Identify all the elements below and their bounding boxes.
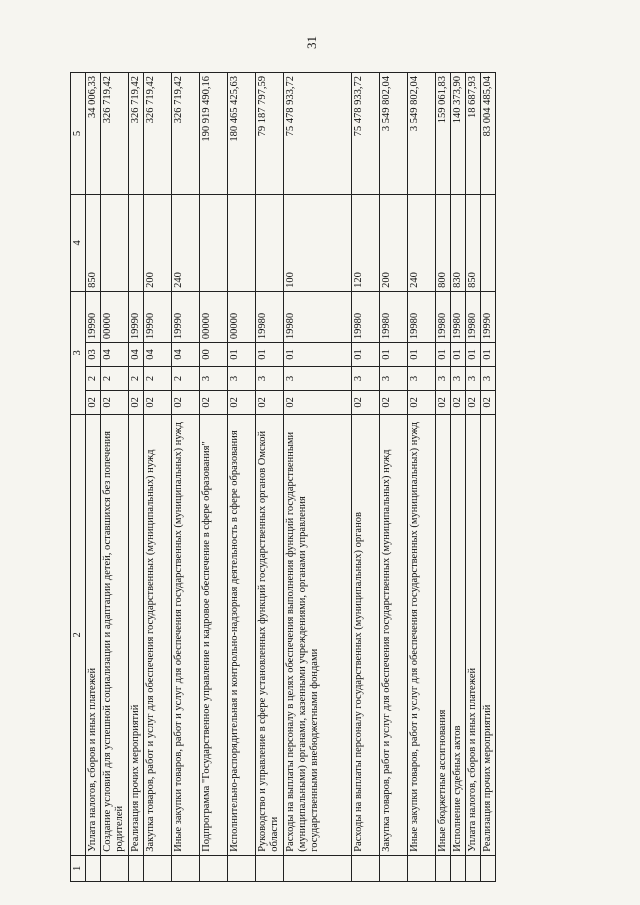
row-code-program: 02	[284, 390, 352, 414]
row-code-subprogram: 2	[101, 367, 129, 391]
row-sum: 79 187 797,59	[256, 73, 284, 195]
row-code-program: 02	[380, 390, 408, 414]
row-code-event: 01	[451, 343, 466, 367]
row-code-direction: 19990	[144, 291, 172, 342]
row-name: Реализация прочих мероприятий	[481, 414, 496, 855]
row-code-direction: 19990	[481, 291, 496, 342]
row-sum: 83 004 485,04	[481, 73, 496, 195]
row-num-cell	[86, 855, 101, 881]
row-name: Уплата налогов, сборов и иных платежей	[466, 414, 481, 855]
row-expense-type	[129, 194, 144, 291]
row-code-program: 02	[408, 390, 436, 414]
row-code-program: 02	[144, 390, 172, 414]
table-row	[129, 73, 144, 882]
row-num-cell	[228, 855, 256, 881]
row-name: Создание условий для успешной социализации и адаптации детей, оставшихся без попечения родителей	[101, 414, 129, 855]
row-sum: 75 478 933,72	[352, 73, 380, 195]
row-code-subprogram: 2	[86, 367, 101, 391]
row-code-event: 01	[380, 343, 408, 367]
row-expense-type: 200	[144, 194, 172, 291]
row-sum: 326 719,42	[129, 73, 144, 195]
row-code-direction: 00000	[101, 291, 129, 342]
row-code-direction: 00000	[228, 291, 256, 342]
row-num-cell	[481, 855, 496, 881]
row-code-event: 03	[86, 343, 101, 367]
header-col-4: 4	[71, 194, 86, 291]
row-name: Расходы на выплаты персоналу государственных (муниципальных) органов	[352, 414, 380, 855]
row-sum: 18 687,93	[466, 73, 481, 195]
row-num-cell	[101, 855, 129, 881]
row-sum: 75 478 933,72	[284, 73, 352, 195]
row-code-program: 02	[101, 390, 129, 414]
row-code-event: 04	[101, 343, 129, 367]
row-sum: 326 719,42	[172, 73, 200, 195]
row-code-program: 02	[466, 390, 481, 414]
row-expense-type	[228, 194, 256, 291]
row-code-program: 02	[256, 390, 284, 414]
row-code-direction: 19980	[256, 291, 284, 342]
row-sum: 190 919 490,16	[200, 73, 228, 195]
row-code-subprogram: 3	[256, 367, 284, 391]
row-expense-type: 200	[380, 194, 408, 291]
row-code-direction: 19980	[466, 291, 481, 342]
row-name: Закупка товаров, работ и услуг для обеспечения государственных (муниципальных) нужд	[380, 414, 408, 855]
row-code-direction: 19990	[86, 291, 101, 342]
row-code-program: 02	[481, 390, 496, 414]
row-name: Подпрограмма "Государственное управление и кадровое обеспечение в сфере образования"	[200, 414, 228, 855]
row-name: Расходы на выплаты персоналу в целях обеспечения выполнения функций государственными (муниципальными) органами, казенными учреждениями, органами управления государственными внебюджетными фондами	[284, 414, 352, 855]
row-num-cell	[172, 855, 200, 881]
row-num-cell	[256, 855, 284, 881]
row-code-subprogram: 3	[408, 367, 436, 391]
row-name: Иные закупки товаров, работ и услуг для обеспечения государственных (муниципальных) нужд	[408, 414, 436, 855]
header-row	[71, 73, 86, 882]
row-code-direction: 19980	[284, 291, 352, 342]
row-name: Уплата налогов, сборов и иных платежей	[86, 414, 101, 855]
rotated-content	[70, 36, 570, 882]
table-row	[352, 73, 380, 882]
row-sum: 326 719,42	[101, 73, 129, 195]
row-sum: 34 006,33	[86, 73, 101, 195]
row-expense-type: 850	[86, 194, 101, 291]
table-row	[284, 73, 352, 882]
row-code-program: 02	[352, 390, 380, 414]
row-code-program: 02	[451, 390, 466, 414]
row-code-subprogram: 3	[200, 367, 228, 391]
row-code-subprogram: 3	[451, 367, 466, 391]
table-row	[101, 73, 129, 882]
row-name: Исполнительно-распорядительная и контрольно-надзорная деятельность в сфере образования	[228, 414, 256, 855]
row-num-cell	[144, 855, 172, 881]
row-code-event: 01	[284, 343, 352, 367]
row-num-cell	[408, 855, 436, 881]
row-code-program: 02	[86, 390, 101, 414]
table-row	[466, 73, 481, 882]
row-num-cell	[466, 855, 481, 881]
row-code-direction: 19990	[172, 291, 200, 342]
row-code-direction: 00000	[200, 291, 228, 342]
row-expense-type	[101, 194, 129, 291]
row-expense-type: 850	[466, 194, 481, 291]
row-expense-type: 240	[172, 194, 200, 291]
table-row	[451, 73, 466, 882]
table-row	[256, 73, 284, 882]
row-code-event: 04	[144, 343, 172, 367]
row-sum: 180 465 425,63	[228, 73, 256, 195]
row-code-program: 02	[436, 390, 451, 414]
row-code-program: 02	[129, 390, 144, 414]
row-code-program: 02	[228, 390, 256, 414]
row-name: Иные закупки товаров, работ и услуг для обеспечения государственных (муниципальных) нужд	[172, 414, 200, 855]
row-code-subprogram: 2	[172, 367, 200, 391]
row-sum: 159 061,83	[436, 73, 451, 195]
row-code-event: 04	[129, 343, 144, 367]
table-row	[228, 73, 256, 882]
row-expense-type: 830	[451, 194, 466, 291]
row-num-cell	[129, 855, 144, 881]
row-name: Иные бюджетные ассигнования	[436, 414, 451, 855]
row-code-event: 04	[172, 343, 200, 367]
header-col-5: 5	[71, 73, 86, 195]
row-code-event: 01	[352, 343, 380, 367]
row-sum: 3 549 802,04	[380, 73, 408, 195]
row-sum: 3 549 802,04	[408, 73, 436, 195]
budget-table	[70, 72, 496, 882]
row-code-event: 00	[200, 343, 228, 367]
row-num-cell	[380, 855, 408, 881]
row-code-direction: 19980	[352, 291, 380, 342]
row-num-cell	[352, 855, 380, 881]
row-code-program: 02	[200, 390, 228, 414]
row-code-subprogram: 2	[129, 367, 144, 391]
row-expense-type	[481, 194, 496, 291]
row-num-cell	[200, 855, 228, 881]
row-code-event: 01	[408, 343, 436, 367]
row-sum: 140 373,90	[451, 73, 466, 195]
row-code-direction: 19990	[129, 291, 144, 342]
row-code-event: 01	[466, 343, 481, 367]
row-sum: 326 719,42	[144, 73, 172, 195]
row-code-direction: 19980	[436, 291, 451, 342]
row-code-event: 01	[436, 343, 451, 367]
row-code-subprogram: 3	[352, 367, 380, 391]
header-col-2: 2	[71, 414, 86, 855]
row-code-event: 01	[228, 343, 256, 367]
row-name: Реализация прочих мероприятий	[129, 414, 144, 855]
table-row	[380, 73, 408, 882]
header-col-1: 1	[71, 855, 86, 881]
row-code-subprogram: 3	[466, 367, 481, 391]
row-name: Руководство и управление в сфере установленных функций государственных органов Омской области	[256, 414, 284, 855]
row-expense-type: 100	[284, 194, 352, 291]
row-num-cell	[284, 855, 352, 881]
row-code-program: 02	[172, 390, 200, 414]
row-code-direction: 19980	[408, 291, 436, 342]
row-num-cell	[436, 855, 451, 881]
row-expense-type	[200, 194, 228, 291]
page-number: 31	[304, 36, 319, 49]
row-code-subprogram: 3	[228, 367, 256, 391]
row-code-subprogram: 2	[144, 367, 172, 391]
row-code-subprogram: 3	[481, 367, 496, 391]
table-row	[436, 73, 451, 882]
row-name: Исполнение судебных актов	[451, 414, 466, 855]
row-code-direction: 19980	[380, 291, 408, 342]
row-expense-type	[256, 194, 284, 291]
table-row	[86, 73, 101, 882]
table-row	[172, 73, 200, 882]
table-row	[200, 73, 228, 882]
table-row	[144, 73, 172, 882]
row-code-direction: 19980	[451, 291, 466, 342]
table-body	[86, 73, 496, 882]
table-row	[481, 73, 496, 882]
header-col-3: 3	[71, 291, 86, 414]
row-code-event: 01	[256, 343, 284, 367]
row-code-subprogram: 3	[380, 367, 408, 391]
row-name: Закупка товаров, работ и услуг для обеспечения государственных (муниципальных) нужд	[144, 414, 172, 855]
row-code-subprogram: 3	[284, 367, 352, 391]
row-code-event: 01	[481, 343, 496, 367]
row-num-cell	[451, 855, 466, 881]
row-expense-type: 800	[436, 194, 451, 291]
row-expense-type: 120	[352, 194, 380, 291]
table-row	[408, 73, 436, 882]
row-code-subprogram: 3	[436, 367, 451, 391]
row-expense-type: 240	[408, 194, 436, 291]
